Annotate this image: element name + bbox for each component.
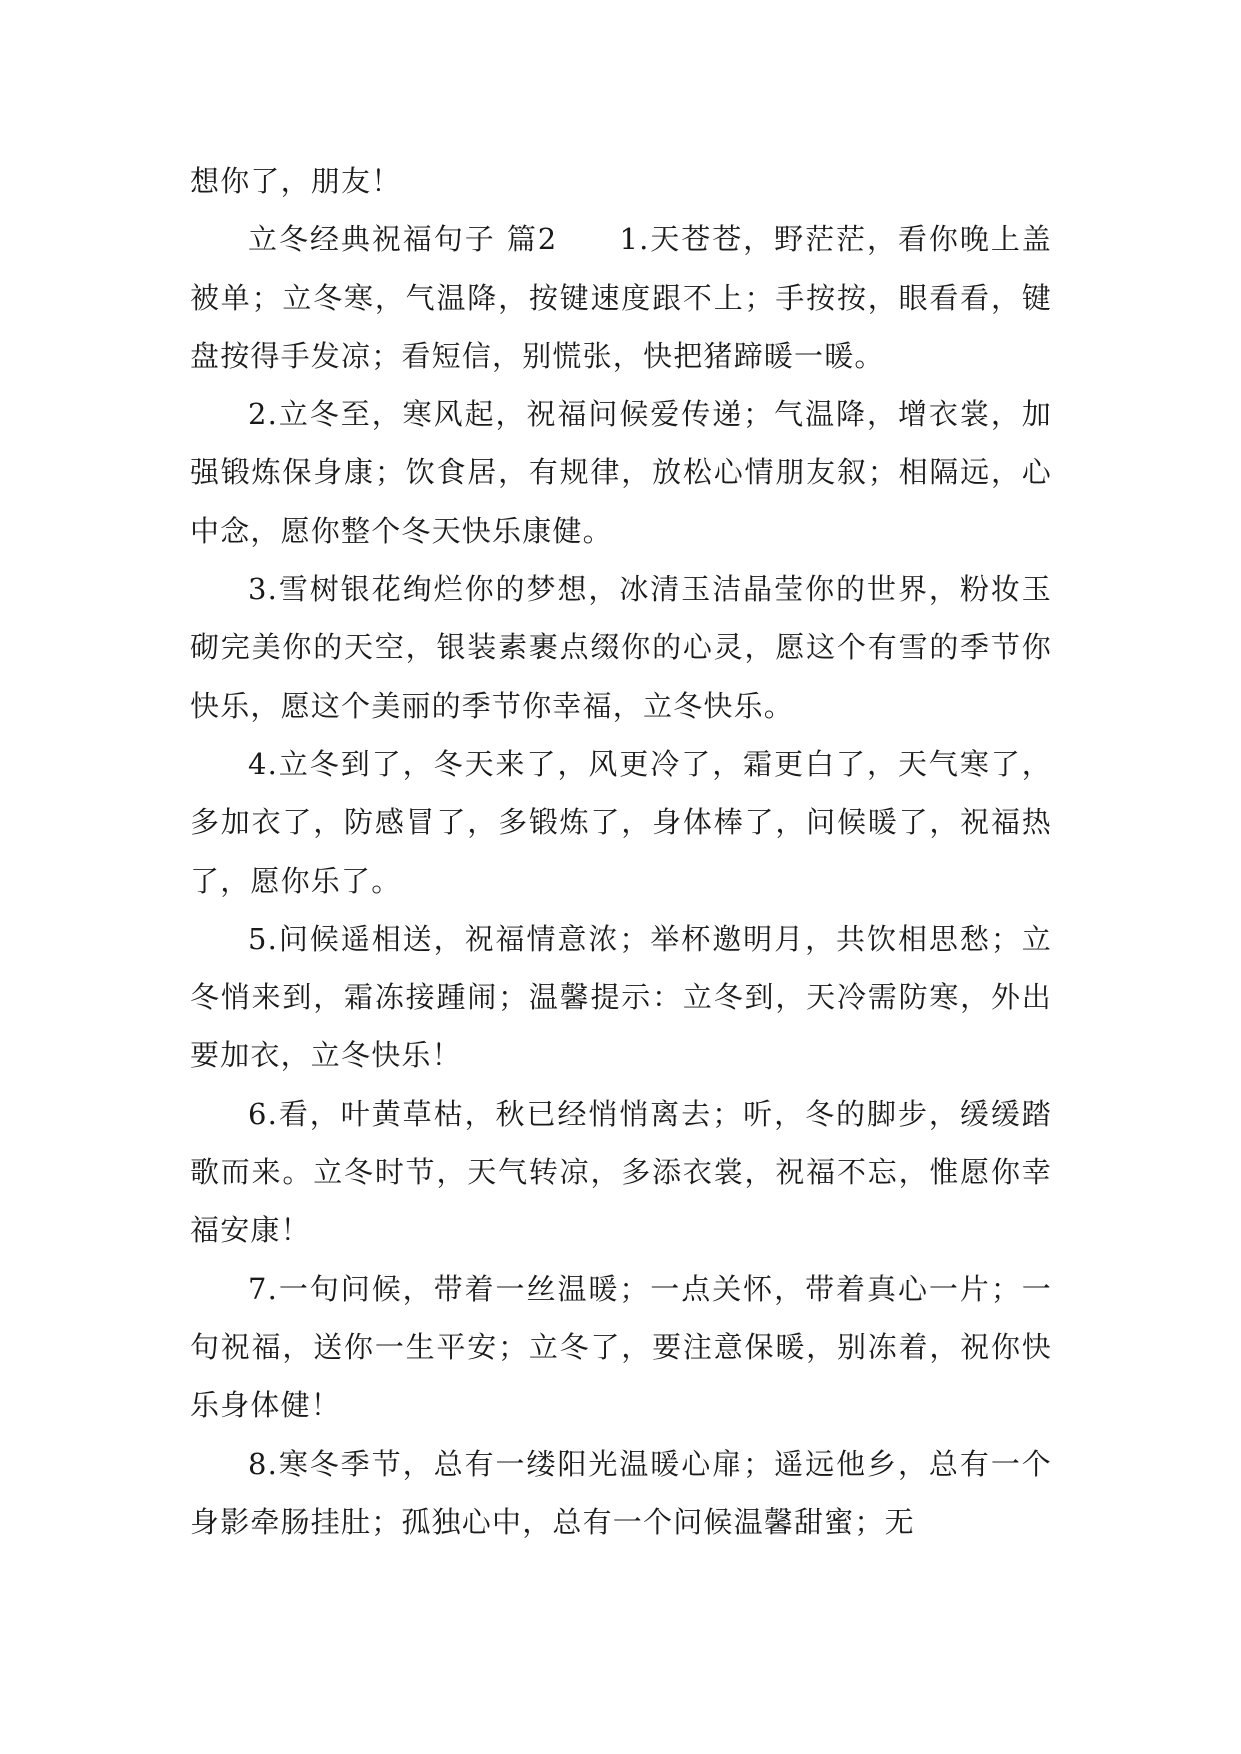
section-paragraph-1	[190, 210, 1052, 385]
document-body	[190, 152, 1052, 1551]
list-item-7: 7.一句问候，带着一丝温暖；一点关怀，带着真心一片；一句祝福，送你一生平安；立冬了，要注意保暖，别冻着，祝你快乐身体健！	[190, 1271, 1052, 1423]
list-item-2: 2.立冬至，寒风起，祝福问候爱传递；气温降，增衣裳，加强锻炼保身康；饮食居，有规律，放松心情朋友叙；相隔远，心中念，愿你整个冬天快乐康健。	[190, 397, 1052, 548]
list-item-3: 3.雪树银花绚烂你的梦想，冰清玉洁晶莹你的世界，粉妆玉砌完美你的天空，银装素裹点缀你的心灵，愿这个有雪的季节你快乐，愿这个美丽的季节你幸福，立冬快乐。	[190, 572, 1052, 723]
list-item-4: 4.立冬到了，冬天来了，风更冷了，霜更白了，天气寒了，多加衣了，防感冒了，多锻炼了，身体棒了，问候暖了，祝福热了，愿你乐了。	[190, 746, 1052, 898]
list-item-5: 5.问候遥相送，祝福情意浓；举杯邀明月，共饮相思愁；立冬悄来到，霜冻接踵闹；温馨提示：立冬到，天冷需防寒，外出要加衣，立冬快乐！	[190, 921, 1052, 1073]
lead-line: 想你了，朋友！	[190, 164, 402, 198]
list-item-8: 8.寒冬季节，总有一缕阳光温暖心扉；遥远他乡，总有一个身影牵肠挂肚；孤独心中，总有一个问候温馨甜蜜；无	[190, 1446, 1052, 1539]
section-heading: 立冬经典祝福句子 篇2	[248, 222, 558, 257]
list-item-6: 6.看，叶黄草枯，秋已经悄悄离去；听，冬的脚步，缓缓踏歌而来。立冬时节，天气转凉，多添衣裳，祝福不忘，惟愿你幸福安康！	[190, 1096, 1052, 1248]
list-item-1: 1.天苍苍，野茫茫，看你晚上盖被单；立冬寒，气温降，按键速度跟不上；手按按，眼看看，键盘按得手发凉；看短信，别慌张，快把猪蹄暖一暖。	[190, 222, 1053, 373]
